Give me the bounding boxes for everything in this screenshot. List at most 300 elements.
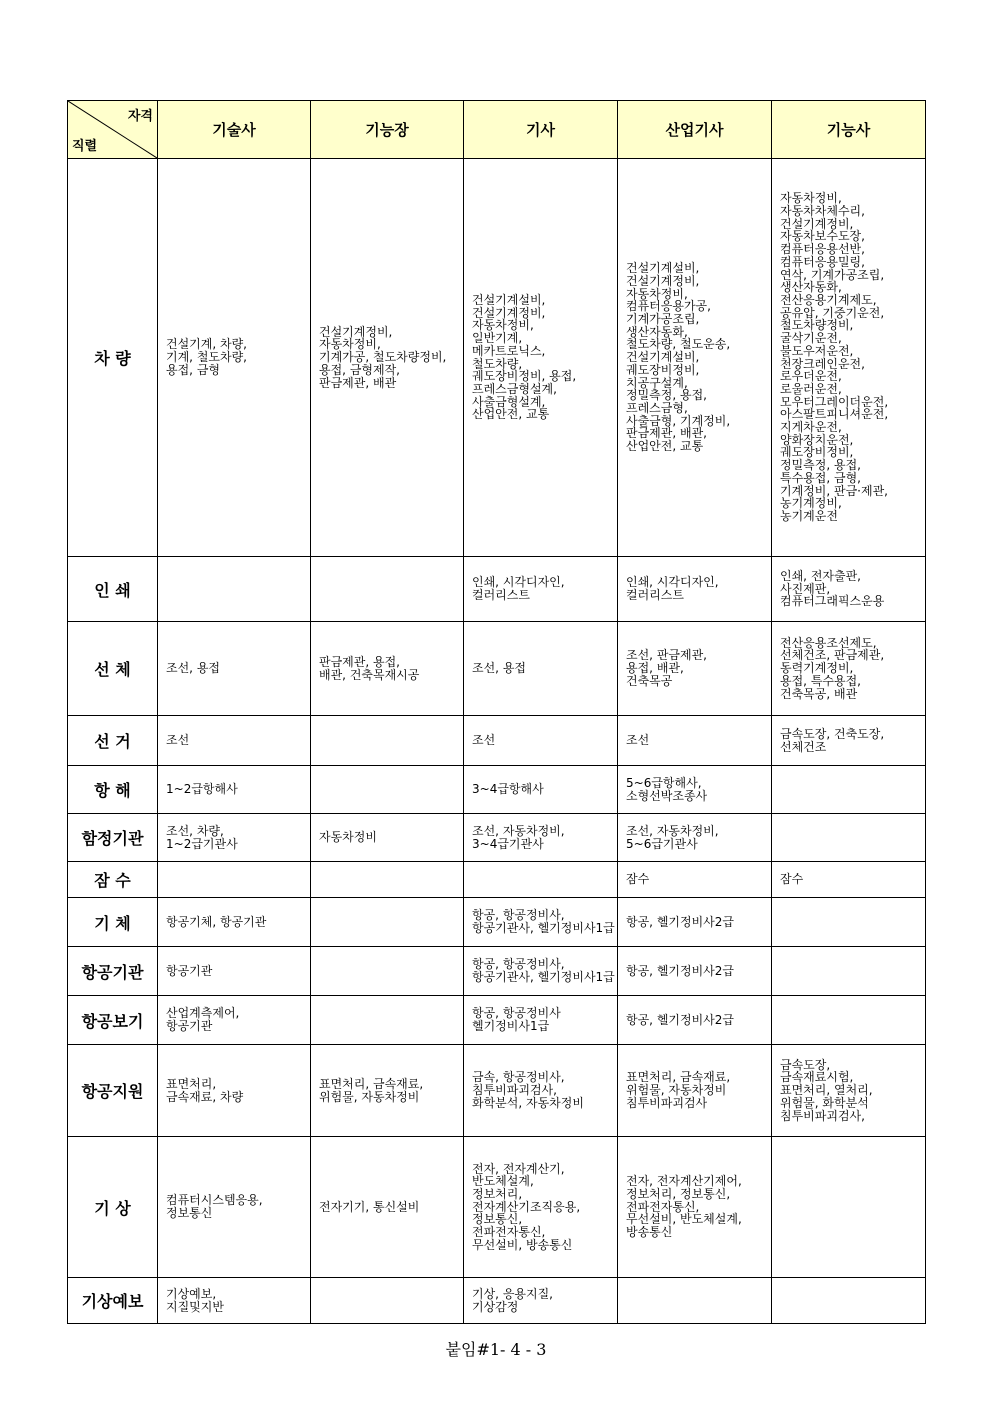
cell-line: 기계정비, 판금·제관,	[780, 483, 888, 498]
cell-line: 불도우저운전,	[780, 343, 854, 358]
cell-line: 선체건조	[780, 739, 827, 754]
table-cell	[618, 814, 772, 862]
table-cell	[618, 898, 772, 947]
cell-line: 조선, 자동차정비,	[626, 823, 719, 838]
cell-line: 컴퓨터그래픽스운용	[780, 594, 885, 609]
cell-line: 표면처리, 열처리,	[780, 1083, 873, 1098]
cell-line: 철도차량,	[472, 356, 523, 371]
cell-line: 궤도장비정비, 용접,	[472, 369, 577, 384]
cell-line: 전자, 전자계산기,	[472, 1161, 565, 1176]
table-cell	[772, 1278, 926, 1324]
table-cell	[158, 622, 311, 716]
table-cell	[311, 766, 464, 814]
cell-line: 공유압, 기중기운전,	[780, 305, 885, 320]
cell-text	[618, 260, 771, 455]
cell-line: 컬러리스트	[626, 588, 684, 602]
cell-line: 항공, 항공정비사	[472, 1006, 561, 1021]
cell-line: 금속, 항공정비사,	[472, 1070, 565, 1085]
cell-line: 산업계측제어,	[166, 1006, 240, 1021]
cell-line: 지질및지반	[166, 1299, 224, 1314]
cell-text	[772, 1299, 925, 1303]
cell-line: 조선, 용접	[472, 661, 526, 676]
cell-line: 건설기계정비,	[472, 305, 546, 320]
cell-text	[618, 871, 771, 888]
cell-line: 아스팔트피니셔운전,	[780, 407, 889, 422]
table-cell	[618, 1045, 772, 1137]
cell-text	[311, 829, 463, 846]
cell-text	[311, 969, 463, 973]
table-cell	[311, 1045, 464, 1137]
cell-line: 금속도장, 건축도장,	[780, 726, 885, 741]
row-header: 잠 수	[68, 862, 158, 898]
cell-text	[772, 568, 925, 610]
cell-text	[618, 1069, 771, 1111]
cell-line: 표면처리, 금속재료,	[626, 1070, 731, 1085]
cell-line: 컬러리스트	[472, 588, 530, 602]
cell-line: 항공, 항공정비사,	[472, 957, 565, 972]
table-cell	[464, 622, 618, 716]
cell-line: 판금제관, 용접,	[319, 654, 400, 669]
cell-text	[618, 1299, 771, 1303]
cell-line: 컴퓨터시스템응용,	[166, 1193, 263, 1208]
cell-text	[618, 1173, 771, 1241]
row-header: 인 쇄	[68, 557, 158, 622]
cell-line: 표면처리,	[166, 1076, 217, 1091]
cell-text	[158, 587, 310, 591]
cell-text	[772, 1205, 925, 1209]
cell-text	[311, 1076, 463, 1105]
table-cell	[311, 557, 464, 622]
cell-line: 사출금형, 기계정비,	[626, 413, 731, 428]
table-cell	[618, 159, 772, 557]
table-cell	[311, 947, 464, 996]
cell-text	[464, 1005, 617, 1034]
cell-line: 조선	[166, 733, 190, 748]
cell-line: 프레스금형,	[626, 400, 688, 415]
row-header: 기상예보	[68, 1278, 158, 1324]
cell-line: 지게차운전,	[780, 420, 842, 435]
cell-line: 전파전자통신,	[472, 1225, 546, 1240]
cell-text	[311, 878, 463, 882]
row-header: 차 량	[68, 159, 158, 557]
table-body	[68, 159, 926, 1324]
table-cell	[772, 716, 926, 766]
cell-line: 표면처리, 금속재료,	[319, 1076, 424, 1091]
cell-text	[158, 823, 310, 852]
cell-line: 위험물, 자동차정비	[319, 1089, 420, 1104]
cell-line: 침투비파괴검사,	[780, 1108, 865, 1123]
cell-line: 용접, 배관,	[626, 661, 684, 676]
table-cell	[158, 996, 311, 1045]
cell-text	[464, 956, 617, 985]
cell-text	[772, 920, 925, 924]
cell-line: 기계, 철도차량,	[166, 350, 247, 365]
cell-line: 기계가공, 철도차량정비,	[319, 350, 447, 365]
cell-line: 로우더운전,	[780, 369, 842, 384]
cell-text	[464, 660, 617, 677]
cell-line: 배관, 건축목재시공	[319, 667, 420, 682]
cell-line: 정보처리,	[472, 1186, 523, 1201]
table-cell	[158, 898, 311, 947]
cell-text	[311, 654, 463, 683]
cell-text	[158, 878, 310, 882]
row-header: 함정기관	[68, 814, 158, 862]
cell-text	[464, 823, 617, 852]
table-row	[68, 159, 926, 557]
row-header: 항 해	[68, 766, 158, 814]
corner-cell	[68, 101, 158, 159]
cell-line: 판금제관, 배관,	[626, 426, 707, 441]
cell-line: 프레스금형설계,	[472, 381, 557, 396]
table-row	[68, 1137, 926, 1278]
cell-line: 용접, 금형제작,	[319, 362, 400, 377]
corner-label-job-series: 직렬	[72, 139, 98, 154]
cell-line: 인쇄, 시각디자인,	[626, 575, 719, 590]
table-cell	[464, 766, 618, 814]
cell-line: 양화장치운전,	[780, 432, 854, 447]
cell-text	[464, 1286, 617, 1315]
cell-text	[158, 1076, 310, 1105]
table-cell	[464, 716, 618, 766]
cell-line: 용접, 특수용접,	[780, 673, 861, 688]
cell-line: 연삭, 기계가공조립,	[780, 267, 885, 282]
table-cell	[618, 622, 772, 716]
cell-text	[158, 963, 310, 980]
cell-line: 선체건조, 판금제관,	[780, 648, 885, 663]
cell-line: 금속재료시험,	[780, 1070, 854, 1085]
table-cell	[158, 1278, 311, 1324]
cell-text	[772, 726, 925, 755]
cell-text	[311, 739, 463, 743]
cell-line: 조선, 차량,	[166, 823, 224, 838]
cell-line: 일반기계,	[472, 331, 523, 346]
cell-text	[158, 1005, 310, 1034]
cell-line: 산업안전, 교통	[472, 407, 550, 422]
cell-line: 자동차보수도장,	[780, 229, 865, 244]
cell-text	[464, 1069, 617, 1111]
cell-text	[158, 336, 310, 378]
cell-line: 침투비파괴검사	[626, 1095, 708, 1110]
column-header: 기사	[464, 101, 618, 159]
cell-line: 굴삭기운전,	[780, 331, 842, 346]
table-cell	[618, 1137, 772, 1278]
cell-line: 자동차정비	[319, 830, 377, 845]
table-cell	[464, 159, 618, 557]
cell-text	[464, 574, 617, 603]
table-cell	[772, 159, 926, 557]
cell-text	[158, 914, 310, 931]
table-cell	[772, 1137, 926, 1278]
cell-line: 로울러운전,	[780, 381, 842, 396]
qualification-table	[67, 100, 926, 1324]
cell-text	[311, 324, 463, 392]
cell-text	[158, 781, 310, 798]
cell-line: 기상감정	[472, 1299, 519, 1314]
table-cell	[311, 1278, 464, 1324]
cell-line: 동력기계정비,	[780, 661, 854, 676]
cell-text	[772, 190, 925, 524]
cell-text	[311, 920, 463, 924]
cell-text	[311, 1199, 463, 1216]
cell-line: 기계가공조립,	[626, 312, 700, 327]
cell-line: 모우터그레이더운전,	[780, 394, 889, 409]
table-row	[68, 947, 926, 996]
cell-text	[158, 1286, 310, 1315]
cell-line: 기상, 응용지질,	[472, 1286, 553, 1301]
cell-line: 항공기관	[166, 963, 213, 978]
cell-text	[311, 1018, 463, 1022]
table-cell	[772, 814, 926, 862]
cell-line: 컴퓨터응용가공,	[626, 299, 711, 314]
table-cell	[618, 1278, 772, 1324]
cell-text	[618, 823, 771, 852]
cell-text	[618, 775, 771, 804]
table-cell	[311, 1137, 464, 1278]
cell-line: 전자기기, 통신설비	[319, 1199, 420, 1214]
cell-line: 농기계운전	[780, 508, 838, 523]
table-cell	[158, 862, 311, 898]
cell-line: 잠수	[780, 872, 804, 887]
cell-line: 5~6급기관사	[626, 836, 698, 851]
cell-line: 건축목공	[626, 673, 673, 688]
cell-text	[464, 878, 617, 882]
cell-line: 1~2급기관사	[166, 836, 238, 851]
table-cell	[772, 996, 926, 1045]
table-cell	[311, 622, 464, 716]
cell-line: 농기계정비,	[780, 496, 842, 511]
table-cell	[618, 947, 772, 996]
table-row	[68, 814, 926, 862]
cell-text	[772, 1057, 925, 1125]
cell-line: 소형선박조종사	[626, 788, 708, 803]
cell-line: 기상예보,	[166, 1286, 217, 1301]
cell-line: 건설기계설비,	[626, 261, 700, 276]
cell-line: 항공, 헬기정비사2급	[626, 1012, 735, 1027]
cell-text	[772, 788, 925, 792]
cell-line: 정밀측정, 용접,	[780, 458, 861, 473]
table-cell	[464, 898, 618, 947]
cell-line: 3~4급항해사	[472, 782, 544, 797]
table-cell	[311, 159, 464, 557]
cell-line: 인쇄, 시각디자인,	[472, 575, 565, 590]
table-cell	[772, 622, 926, 716]
row-header: 선 체	[68, 622, 158, 716]
table-cell	[158, 1045, 311, 1137]
table-cell	[618, 716, 772, 766]
cell-text	[618, 1012, 771, 1029]
cell-text	[464, 732, 617, 749]
cell-line: 잠수	[626, 872, 650, 887]
table-cell	[311, 814, 464, 862]
table-cell	[772, 557, 926, 622]
cell-line: 조선, 자동차정비,	[472, 823, 565, 838]
cell-text	[618, 647, 771, 689]
table-cell	[158, 766, 311, 814]
column-header: 기능사	[772, 101, 926, 159]
row-header: 기 체	[68, 898, 158, 947]
table-cell	[772, 1045, 926, 1137]
header-row	[68, 101, 926, 159]
table-cell	[158, 814, 311, 862]
table-cell	[464, 862, 618, 898]
table-cell	[311, 862, 464, 898]
table-cell	[464, 1278, 618, 1324]
cell-line: 정보통신	[166, 1206, 213, 1220]
table-cell	[772, 898, 926, 947]
table-row	[68, 1045, 926, 1137]
cell-line: 침투비파괴검사,	[472, 1083, 557, 1098]
table-cell	[464, 947, 618, 996]
cell-text	[772, 635, 925, 703]
cell-line: 5~6급항해사,	[626, 775, 702, 790]
cell-line: 용접, 금형	[166, 362, 220, 377]
cell-line: 항공, 헬기정비사2급	[626, 963, 735, 978]
row-header: 기 상	[68, 1137, 158, 1278]
cell-line: 판금제관, 배관	[319, 375, 397, 390]
cell-text	[464, 781, 617, 798]
cell-text	[618, 914, 771, 931]
cell-line: 사진제판,	[780, 581, 831, 596]
cell-line: 무선설비, 방송통신	[472, 1237, 573, 1252]
cell-line: 건축목공, 배관	[780, 686, 858, 701]
cell-line: 메카트로닉스,	[472, 343, 546, 358]
cell-line: 생산자동화,	[780, 280, 842, 295]
cell-line: 항공, 헬기정비사2급	[626, 914, 735, 929]
cell-line: 헬기정비사1급	[472, 1019, 550, 1033]
cell-line: 조선	[472, 733, 496, 748]
cell-line: 항공기관사, 헬기정비사1급	[472, 921, 615, 935]
cell-line: 건설기계정비,	[319, 324, 393, 339]
cell-line: 무선설비, 반도체설계,	[626, 1212, 742, 1227]
table-row	[68, 1278, 926, 1324]
table-cell	[772, 766, 926, 814]
cell-text	[464, 907, 617, 936]
cell-line: 조선, 판금제관,	[626, 648, 707, 663]
cell-line: 사출금형설계,	[472, 394, 546, 409]
table-cell	[158, 1137, 311, 1278]
table-cell	[464, 1137, 618, 1278]
cell-line: 방송통신	[626, 1225, 673, 1240]
cell-text	[464, 1161, 617, 1254]
cell-line: 정보처리, 정보통신,	[626, 1186, 731, 1201]
table-cell	[311, 996, 464, 1045]
cell-text	[158, 660, 310, 677]
cell-text	[464, 292, 617, 423]
cell-line: 항공기체, 항공기관	[166, 914, 267, 929]
cell-text	[158, 1192, 310, 1221]
cell-line: 금속재료, 차량	[166, 1089, 244, 1104]
cell-line: 위험물, 화학분석	[780, 1095, 869, 1110]
cell-text	[158, 732, 310, 749]
table-cell	[618, 557, 772, 622]
cell-line: 전파전자통신,	[626, 1199, 700, 1214]
table-row	[68, 898, 926, 947]
cell-text	[772, 1018, 925, 1022]
table-cell	[618, 766, 772, 814]
cell-line: 반도체설계,	[472, 1174, 534, 1189]
table-row	[68, 862, 926, 898]
row-header: 선 거	[68, 716, 158, 766]
cell-line: 자동차정비,	[626, 286, 688, 301]
cell-line: 건설기계정비,	[626, 273, 700, 288]
cell-line: 천장크레인운전,	[780, 356, 865, 371]
cell-line: 화학분석, 자동차정비	[472, 1095, 584, 1110]
cell-line: 건설기계설비,	[626, 350, 700, 365]
cell-line: 1~2급항해사	[166, 782, 238, 797]
cell-line: 건설기계정비,	[780, 216, 854, 231]
cell-line: 3~4급기관사	[472, 836, 544, 851]
table-cell	[618, 862, 772, 898]
cell-line: 산업안전, 교통	[626, 439, 704, 454]
cell-line: 금속도장,	[780, 1057, 831, 1072]
table-cell	[311, 716, 464, 766]
cell-line: 인쇄, 전자출판,	[780, 568, 861, 583]
cell-text	[772, 871, 925, 888]
table-row	[68, 996, 926, 1045]
cell-line: 궤도장비정비,	[780, 445, 854, 460]
cell-line: 궤도장비정비,	[626, 362, 700, 377]
table-row	[68, 557, 926, 622]
cell-line: 컴퓨터응용밀링,	[780, 254, 865, 269]
cell-text	[772, 969, 925, 973]
table-cell	[311, 898, 464, 947]
cell-line: 치공구설계,	[626, 375, 688, 390]
table-cell	[464, 996, 618, 1045]
cell-line: 철도차량, 철도운송,	[626, 337, 731, 352]
cell-line: 정보통신,	[472, 1212, 523, 1227]
cell-line: 조선	[626, 733, 650, 748]
table-row	[68, 622, 926, 716]
cell-line: 항공, 항공정비사,	[472, 908, 565, 923]
cell-text	[772, 836, 925, 840]
cell-line: 항공기관사, 헬기정비사1급	[472, 970, 615, 984]
table-row	[68, 766, 926, 814]
cell-line: 전자, 전자계산기제어,	[626, 1174, 742, 1189]
row-header: 항공기관	[68, 947, 158, 996]
cell-text	[618, 574, 771, 603]
corner-label-qualification: 자격	[127, 109, 153, 124]
cell-line: 건설기계, 차량,	[166, 337, 247, 352]
table-cell	[618, 996, 772, 1045]
cell-line: 생산자동화,	[626, 324, 688, 339]
cell-text	[618, 963, 771, 980]
cell-line: 철도차량정비,	[780, 318, 854, 333]
column-header: 산업기사	[618, 101, 772, 159]
cell-line: 조선, 용접	[166, 661, 220, 676]
cell-line: 정밀측정, 용접,	[626, 388, 707, 403]
cell-text	[311, 788, 463, 792]
table-cell	[158, 159, 311, 557]
cell-line: 건설기계설비,	[472, 292, 546, 307]
cell-text	[311, 1299, 463, 1303]
cell-line: 특수용접, 금형,	[780, 470, 861, 485]
cell-line: 전자계산기조직응용,	[472, 1199, 581, 1214]
cell-line: 자동차정비,	[780, 191, 842, 206]
table-cell	[464, 1045, 618, 1137]
table-cell	[772, 862, 926, 898]
cell-line: 자동차정비,	[472, 318, 534, 333]
table-row	[68, 716, 926, 766]
cell-line: 자동차차체수리,	[780, 204, 865, 219]
cell-line: 자동차정비,	[319, 337, 381, 352]
cell-line: 항공기관	[166, 1019, 213, 1033]
cell-line: 전산응용기계제도,	[780, 292, 877, 307]
page-footer: 붙임#1- 4 - 3	[445, 1340, 547, 1359]
table-cell	[158, 557, 311, 622]
cell-text	[311, 587, 463, 591]
table-cell	[158, 716, 311, 766]
cell-text	[618, 732, 771, 749]
